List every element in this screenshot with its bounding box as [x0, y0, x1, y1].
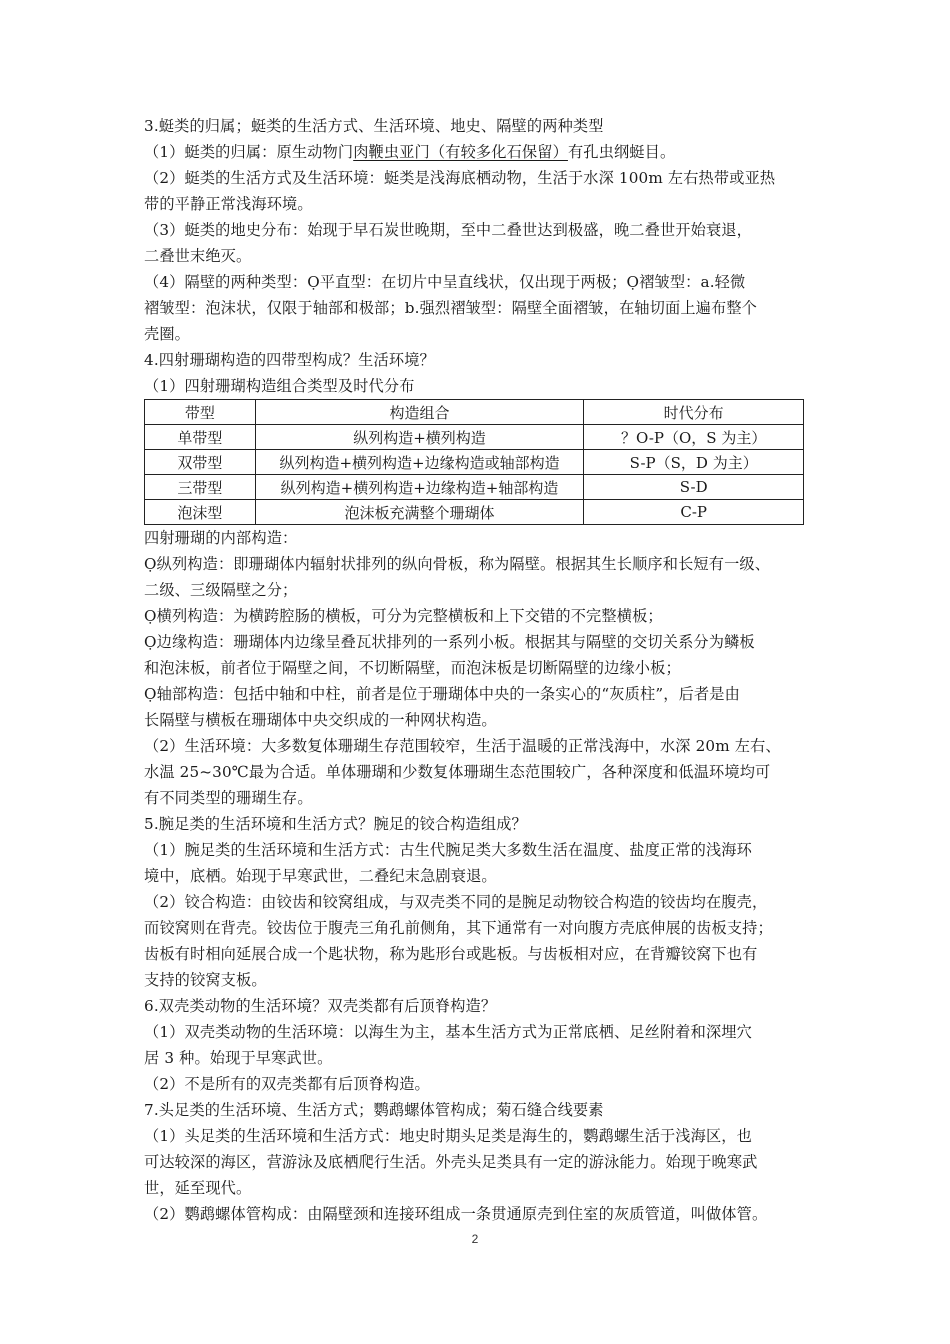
paragraph-line: 齿板有时相向延展合成一个匙状物，称为匙形台或匙板。与齿板相对应，在背瓣铰窝下也有 — [144, 945, 758, 963]
paragraph-line: （2）不是所有的双壳类都有后顶脊构造。 — [144, 1075, 430, 1093]
paragraph-line: 世，延至现代。 — [144, 1179, 252, 1197]
paragraph-line: Ọ纵列构造：即珊瑚体内辐射状排列的纵向骨板，称为隔壁。根据其生长顺序和长短有一级、 — [144, 555, 771, 573]
paragraph-line: 支持的铰窝支板。 — [144, 971, 267, 989]
table-cell: 三带型 — [145, 475, 256, 500]
paragraph-line: 境中，底栖。始现于早寒武世，二叠纪末急剧衰退。 — [144, 867, 497, 885]
paragraph-line: Ọ轴部构造：包括中轴和中柱，前者是位于珊瑚体中央的一条实心的“灰质柱”，后者是由 — [144, 685, 740, 703]
table-cell: 纵列构造+横列构造 — [255, 425, 584, 450]
paragraph-line: （2）蜓类的生活方式及生活环境：蜓类是浅海底栖动物，生活于水深 100m 左右热带或亚热 — [144, 169, 776, 187]
paragraph-line: （2）鹦鹉螺体管构成：由隔壁颈和连接环组成一条贯通原壳到住室的灰质管道，叫做体管。 — [144, 1205, 768, 1223]
paragraph-line: 二级、三级隔壁之分； — [144, 581, 298, 599]
table-cell: S-D — [584, 475, 804, 500]
table-header-cell: 时代分布 — [584, 400, 804, 425]
table-cell: 双带型 — [145, 450, 256, 475]
heading-6: 6.双壳类动物的生活环境？双壳类都有后顶脊构造？ — [144, 997, 497, 1015]
table-row — [145, 500, 804, 525]
document-body — [144, 113, 809, 1227]
paragraph-line: （4）隔壁的两种类型：Ọ平直型：在切片中呈直线状，仅出现于两极；Ọ褶皱型：a.轻微 — [144, 273, 746, 291]
table-header-cell: 带型 — [145, 400, 256, 425]
table-cell: ？O-P（O，S 为主） — [584, 425, 804, 450]
table-caption: （1）四射珊瑚构造组合类型及时代分布 — [144, 377, 415, 395]
paragraph-line: 和泡沫板，前者位于隔壁之间，不切断隔壁，而泡沫板是切断隔壁的边缘小板； — [144, 659, 681, 677]
paragraph-line: （1）头足类的生活环境和生活方式：地史时期头足类是海生的，鹦鹉螺生活于浅海区，也 — [144, 1127, 752, 1145]
underlined-text: 肉鞭虫亚门（有较多化石保留） — [353, 143, 568, 161]
table-cell: 泡沫型 — [145, 500, 256, 525]
paragraph-line: （2）铰合构造：由铰齿和铰窝组成，与双壳类不同的是腕足动物铰合构造的铰齿均在腹壳， — [144, 893, 768, 911]
paragraph-line: Ọ边缘构造：珊瑚体内边缘呈叠瓦状排列的一系列小板。根据其与隔壁的交切关系分为鳞板 — [144, 633, 755, 651]
table-row — [145, 425, 804, 450]
paragraph-line: 水温 25~30℃最为合适。单体珊瑚和少数复体珊瑚生态范围较广，各种深度和低温环境均可 — [144, 763, 771, 781]
table-cell: 纵列构造+横列构造+边缘构造或轴部构造 — [255, 450, 584, 475]
heading-3: 3.蜓类的归属；蜓类的生活方式、生活环境、地史、隔壁的两种类型 — [144, 117, 604, 135]
paragraph-line: 四射珊瑚的内部构造： — [144, 529, 298, 547]
table-row — [145, 450, 804, 475]
table-header-cell: 构造组合 — [255, 400, 584, 425]
paragraph-line: （1）双壳类动物的生活环境：以海生为主，基本生活方式为正常底栖、足丝附着和深埋穴 — [144, 1023, 752, 1041]
coral-structure-table — [144, 399, 804, 525]
page-number: 2 — [471, 1232, 479, 1246]
table-cell: C-P — [584, 500, 804, 525]
paragraph-line: （1）蜓类的归属：原生动物门肉鞭虫亚门（有较多化石保留）有孔虫纲蜓目。 — [144, 143, 676, 161]
paragraph-line: 长隔壁与横板在珊瑚体中央交织成的一种网状构造。 — [144, 711, 497, 729]
paragraph-line: 褶皱型：泡沫状，仅限于轴部和极部；b.强烈褶皱型：隔壁全面褶皱，在轴切面上遍布整个 — [144, 299, 758, 317]
paragraph-line: 二叠世末绝灭。 — [144, 247, 252, 265]
heading-7: 7.头足类的生活环境、生活方式；鹦鹉螺体管构成；菊石缝合线要素 — [144, 1101, 604, 1119]
paragraph-line: （1）腕足类的生活环境和生活方式：古生代腕足类大多数生活在温度、盐度正常的浅海环 — [144, 841, 752, 859]
paragraph-line: 壳圈。 — [144, 325, 191, 343]
table-cell: 纵列构造+横列构造+边缘构造+轴部构造 — [255, 475, 584, 500]
paragraph-line: 可达较深的海区，营游泳及底栖爬行生活。外壳头足类具有一定的游泳能力。始现于晚寒武 — [144, 1153, 758, 1171]
paragraph-line: Ọ横列构造：为横跨腔肠的横板，可分为完整横板和上下交错的不完整横板； — [144, 607, 663, 625]
paragraph-line: （2）生活环境：大多数复体珊瑚生存范围较窄，生活于温暖的正常浅海中，水深 20m 左右、 — [144, 737, 781, 755]
paragraph-line: 有不同类型的珊瑚生存。 — [144, 789, 313, 807]
table-header-row — [145, 400, 804, 425]
table-cell: 泡沫板充满整个珊瑚体 — [255, 500, 584, 525]
heading-5: 5.腕足类的生活环境和生活方式？腕足的铰合构造组成？ — [144, 815, 527, 833]
table-cell: S-P（S，D 为主） — [584, 450, 804, 475]
table-row — [145, 475, 804, 500]
paragraph-line: （3）蜓类的地史分布：始现于早石炭世晚期，至中二叠世达到极盛，晚二叠世开始衰退， — [144, 221, 752, 239]
paragraph-line: 居 3 种。始现于早寒武世。 — [144, 1049, 333, 1067]
table-cell: 单带型 — [145, 425, 256, 450]
paragraph-line: 带的平静正常浅海环境。 — [144, 195, 313, 213]
heading-4: 4.四射珊瑚构造的四带型构成？生活环境？ — [144, 351, 435, 369]
paragraph-line: 而铰窝则在背壳。铰齿位于腹壳三角孔前侧角，其下通常有一对向腹方壳底伸展的齿板支持； — [144, 919, 773, 937]
